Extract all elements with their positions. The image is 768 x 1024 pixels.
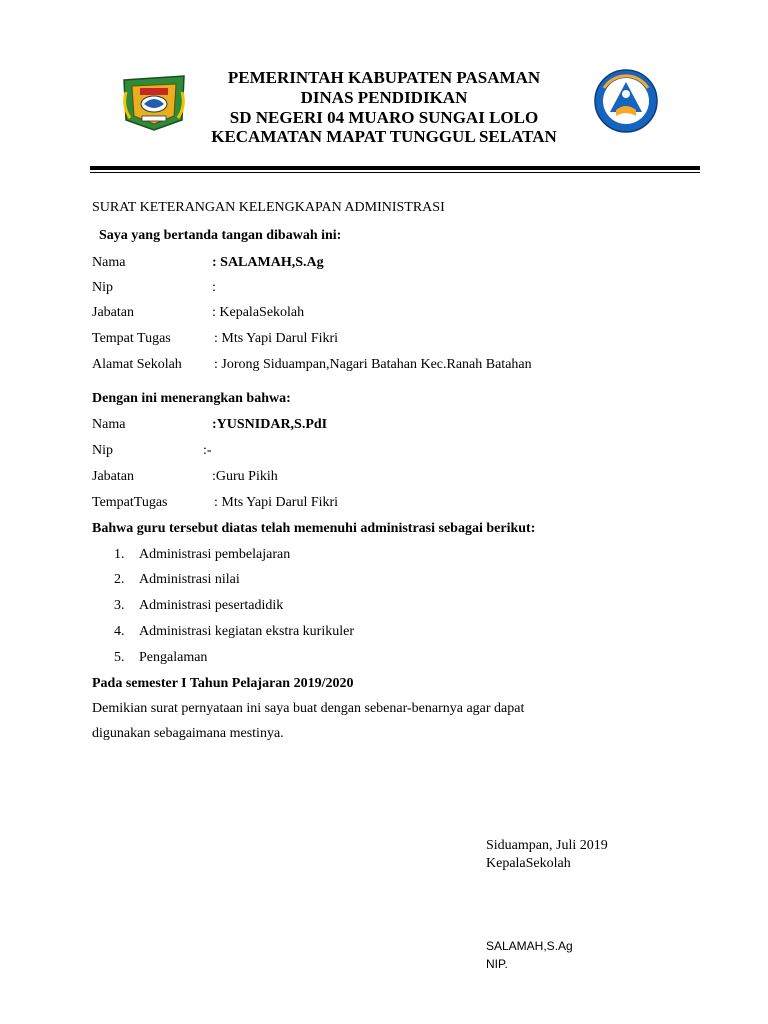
subject-position-value: :Guru Pikih	[212, 469, 278, 484]
list-item: Administrasi pembelajaran	[139, 547, 291, 562]
signer-name-label: Nama	[92, 255, 126, 270]
letterhead-line-3: SD NEGERI 04 MUARO SUNGAI LOLO	[229, 108, 539, 127]
states-heading: Dengan ini menerangkan bahwa:	[92, 391, 291, 406]
signature-place-date: Siduampan, Juli 2019	[486, 838, 608, 853]
list-item-number: 5.	[114, 650, 125, 665]
list-item: Pengalaman	[139, 650, 208, 665]
closing-line-2: digunakan sebagaimana mestinya.	[92, 726, 284, 741]
letterhead-line-1: PEMERINTAH KABUPATEN PASAMAN	[227, 68, 541, 87]
intro-text: Saya yang bertanda tangan dibawah ini:	[99, 228, 342, 243]
document-title: SURAT KETERANGAN KELENGKAPAN ADMINISTRASI	[92, 200, 445, 215]
list-item-number: 1.	[114, 547, 125, 562]
letterhead-divider-thin	[90, 172, 700, 173]
list-item-number: 2.	[114, 572, 125, 587]
semester-text: Pada semester I Tahun Pelajaran 2019/2020	[92, 676, 354, 691]
signer-name-value: : SALAMAH,S.Ag	[212, 255, 324, 270]
signature-name: SALAMAH,S.Ag	[486, 939, 573, 953]
signer-workplace-label: Tempat Tugas	[92, 331, 171, 346]
subject-workplace-value: : Mts Yapi Darul Fikri	[214, 495, 339, 510]
list-item: Administrasi kegiatan ekstra kurikuler	[139, 624, 354, 639]
subject-nip-value: :-	[203, 443, 212, 458]
subject-name-label: Nama	[92, 417, 126, 432]
letterhead-divider-thick	[90, 166, 700, 170]
signer-position-label: Jabatan	[92, 305, 134, 320]
subject-workplace-label: TempatTugas	[92, 495, 168, 510]
signature-nip: NIP.	[486, 957, 508, 971]
subject-name-value: :YUSNIDAR,S.PdI	[212, 417, 328, 432]
list-item-number: 3.	[114, 598, 125, 613]
subject-position-label: Jabatan	[92, 469, 134, 484]
list-item: Administrasi pesertadidik	[139, 598, 284, 613]
letterhead-line-4: KECAMATAN MAPAT TUNGGUL SELATAN	[211, 127, 557, 146]
subject-nip-label: Nip	[92, 443, 113, 458]
statement-text: Bahwa guru tersebut diatas telah memenuhi administrasi sebagai berikut:	[92, 521, 536, 536]
signer-nip-label: Nip	[92, 280, 113, 295]
list-item-number: 4.	[114, 624, 125, 639]
closing-line-1: Demikian surat pernyataan ini saya buat dengan sebenar-benarnya agar dapat	[92, 701, 525, 716]
signer-workplace-value: : Mts Yapi Darul Fikri	[214, 331, 339, 346]
signature-position: KepalaSekolah	[486, 856, 571, 871]
signer-school-address-label: Alamat Sekolah	[92, 357, 182, 372]
signer-nip-value: :	[212, 280, 216, 295]
list-item: Administrasi nilai	[139, 572, 240, 587]
signer-position-value: : KepalaSekolah	[212, 305, 305, 320]
signer-school-address-value: : Jorong Siduampan,Nagari Batahan Kec.Ranah Batahan	[214, 357, 532, 372]
letterhead-line-2: DINAS PENDIDIKAN	[300, 88, 468, 107]
